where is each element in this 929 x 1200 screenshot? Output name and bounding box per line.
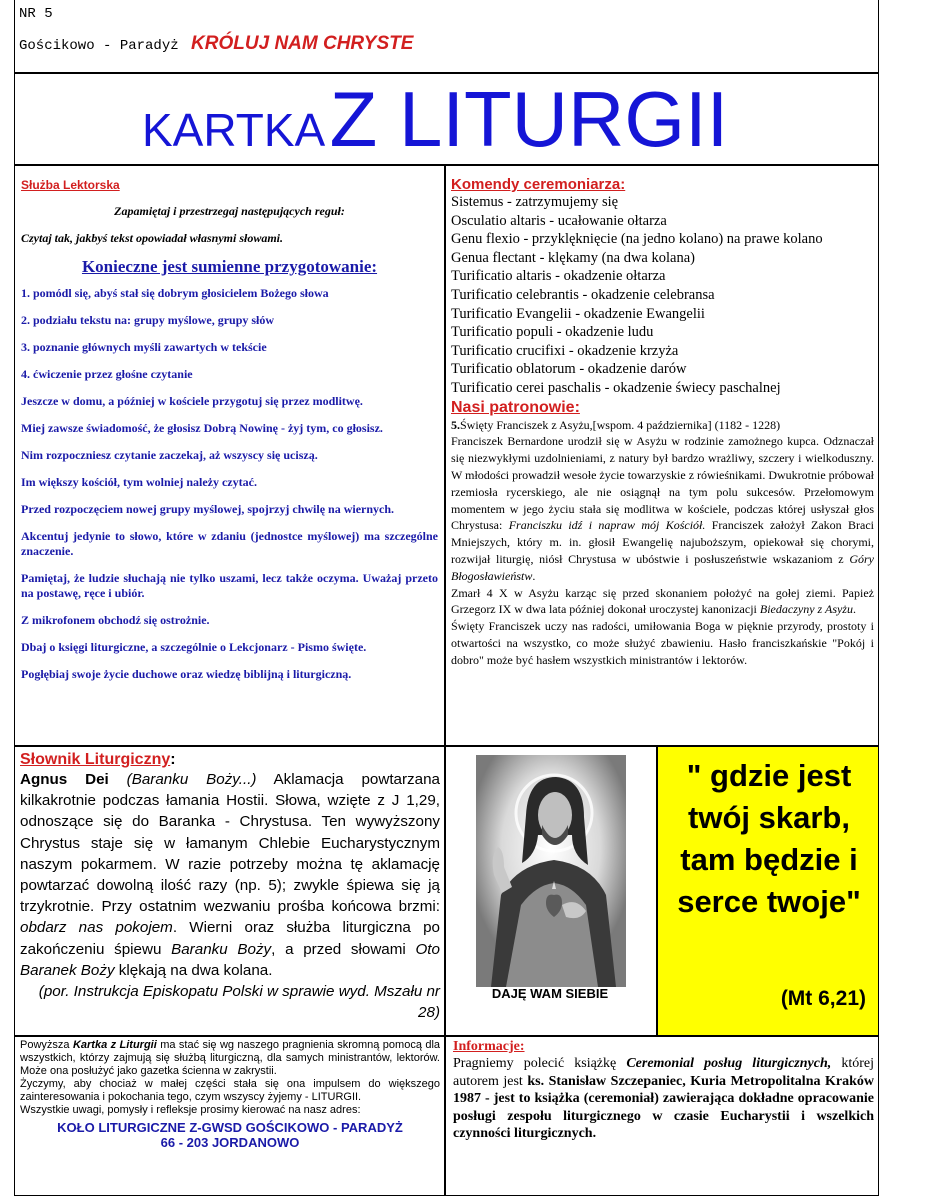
glossary-text: . Wierni oraz służba liturgiczna po zakończeniu śpiewu [20, 919, 440, 958]
lector-intro: Zapamiętaj i przestrzegaj następujących reguł: [114, 204, 345, 218]
glossary-title: Słownik Liturgiczny [20, 751, 171, 768]
patron-title [451, 417, 874, 434]
lector-heading: Służba Lektorska [21, 178, 120, 192]
command-item: Turificatio oblatorum - okadzenie darów [451, 361, 687, 378]
image-box [445, 746, 657, 1036]
info-plain: Pragniemy polecić książkę [453, 1056, 617, 1071]
patron-italic: Góry Błogosławieństw [451, 551, 875, 583]
glossary-text: klękają na dwa kolana. [118, 961, 273, 979]
page-title [142, 76, 728, 162]
issue-number: NR 5 [19, 6, 53, 22]
image-caption: DAJĘ WAM SIEBIE [491, 986, 609, 1001]
patron-text: Zmarł 4 X w Asyżu karząc się przed skonaniem położyć na gołej ziemi. Papież Grzegorz IX w dwa lata później dokonał uroczystej kanonizacji [451, 585, 874, 617]
command-item: Turificatio altaris - okadzenie ołtarza [451, 268, 666, 285]
bible-quote: " gdzie jest twój skarb, tam będzie i serce twoje" [677, 758, 861, 919]
commands-section [445, 165, 879, 746]
glossary-heading: Słownik Liturgiczny: [20, 751, 176, 768]
command-item: Turificatio celebrantis - okadzenie celebransa [451, 286, 715, 303]
rule: Im większy kościół, tym wolniej należy czytać. [21, 475, 257, 489]
note-paragraph-3: Wszystkie uwagi, pomysły i refleksje prosimy kierować na nasz adres: [20, 1104, 361, 1116]
address-line-2: 66 - 203 JORDANOWO [160, 1135, 300, 1150]
patron-text: Franciszek założył Zakon Braci Mniejszych, który m. in. głosił Ewangelię najuboższym, opiekował się chorymi, rozwijał liturgię, niósł Chrystusa w ubóstwie i posłuszeństwie wskazaniom z [451, 518, 874, 566]
info-section [445, 1036, 879, 1196]
lector-section [14, 165, 445, 746]
rule: 1. pomódl się, abyś stał się dobrym głosicielem Bożego słowa [21, 286, 329, 300]
rule: 3. poznanie głównych myśli zawartych w tekście [21, 340, 267, 354]
glossary-italic: obdarz nas pokojem [20, 919, 173, 937]
commands-heading: Komendy ceremoniarza: [451, 176, 626, 193]
command-item: Genu flexio - przyklęknięcie (na jedno kolano) na prawe kolano [451, 231, 823, 248]
rule: Jeszcze w domu, a później w kościele przygotuj się przez modlitwę. [21, 394, 363, 408]
patrons-heading: Nasi patronowie: [451, 398, 580, 416]
patron-paragraph-1: Franciszek Bernardone urodził się w Asyżu w rodzinie zamożnego kupca. Odznaczał się niezwykłymi uzdolnieniami, z natury był bardzo wrażliwy, szczery i wielkoduszny. W młodości prowadził wesołe życie towarzyskie z rówieśnikami. Dwukrotnie próbował rzemiosła rycerskiego, ale nie osiągnął na tym polu sukcesów. Przełomowym momentem w jego życiu stała się modlitwa w kościele, podczas której usłyszał głos Chrystusa: Franciszku idź i napraw mój Kościół. Franciszek założył Zakon Braci Mniejszych, który m. in. głosił Ewangelię najuboższym, opiekował się chorymi, rozwijał liturgię, niósł Chrystusa w ubóstwie i posłuszeństwie wskazaniom z Góry Błogosławieństw. [451, 434, 875, 583]
patron-number: 5. [451, 417, 460, 432]
info-text [453, 1055, 874, 1143]
rule: Przed rozpoczęciem nowej grupy myślowej, spojrzyj chwilę na wiernych. [21, 502, 395, 516]
info-bold: ks. Stanisław Szczepaniec, Kuria Metropolitalna Kraków 1987 - jest to książka (ceremoniał) zawierająca dokładne opracowanie posługi zespołu liturgicznego w czasie Eucharystii i wszelkich czynności liturgicznych. [453, 1073, 874, 1141]
glossary-source: (por. Instrukcja Episkopatu Polski w sprawie wyd. Mszału nr 28) [38, 983, 440, 1022]
book-title: Ceremonial posług liturgicznych, [626, 1056, 832, 1071]
patron-paragraph-2: Zmarł 4 X w Asyżu karząc się przed skonaniem położyć na gołej ziemi. Papież Grzegorz IX w dwa lata później dokonał uroczystej kanonizacji Biedaczyny z Asyżu. [451, 585, 874, 617]
command-item: Turificatio populi - okadzenie ludu [451, 324, 654, 341]
parish-name: Gościkowo - Paradyż [19, 38, 179, 54]
glossary-term: Agnus Dei [20, 771, 109, 788]
glossary-body [20, 769, 440, 981]
glossary-text: , a przed słowami [271, 940, 406, 958]
info-plain: której autorem jest [453, 1056, 875, 1089]
rule: 2. podziału tekstu na: grupy myślowe, grupy słów [21, 313, 275, 327]
glossary-section [14, 746, 445, 1036]
command-item: Turificatio crucifixi - okadzenie krzyża [451, 342, 679, 359]
lector-intro-2: Czytaj tak, jakbyś tekst opowiadał własnymi słowami. [21, 231, 284, 245]
glossary-italic: Baranku Boży [171, 940, 272, 958]
command-item: Osculatio altaris - ucałowanie ołtarza [451, 212, 667, 229]
rule: 4. ćwiczenie przez głośne czytanie [21, 367, 193, 381]
patron-paragraph-3: Święty Franciszek uczy nas radości, umiłowania Boga w pięknie przyrody, prostoty i otwartości na wszystko, co może służyć zbawieniu. Hasło franciszkańskie "Pokój i dobro" może być hasłem wszystkich ministrantów i lektorów. [451, 619, 874, 667]
title-small: KARTKA [142, 104, 326, 156]
preparation-heading: Konieczne jest sumienne przygotowanie: [81, 257, 378, 276]
info-heading: Informacje: [453, 1039, 525, 1054]
patron-quote: Franciszku idź i napraw mój Kościół. [508, 518, 706, 533]
patron-name: Święty Franciszek z Asyżu,[wspom. 4 października] (1182 - 1228) [460, 417, 781, 432]
rule: Pogłębiaj swoje życie duchowe oraz wiedzę biblijną i liturgiczną. [21, 667, 352, 681]
rule: Z mikrofonem obchodź się ostrożnie. [21, 613, 210, 627]
glossary-term-translation: (Baranku Boży...) [126, 771, 257, 788]
title-big: Z LITURGII [329, 75, 729, 163]
note-paragraph-2: Życzymy, aby chociaż w małej części stała się ona impulsem do większego zainteresowania i pokochania tego, czym wszyscy żyjemy - LITURGII. [20, 1078, 440, 1103]
glossary-text: Aklamacja powtarzana kilkakrotnie podczas łamania Hostii. Słowa, wzięte z J 1,29, odnoszące się do Baranka - Chrystusa. Ten wywyższony Chrystus staje się w łamanym Chlebie Eucharystycznym naszym pokarmem. W razie potrzeby można tę aklamację powtarzać dowolną ilość razy (np. 5); zwykle śpiewa się ją trzykrotnie. Przy ostatnim wezwaniu prośba końcowa brzmi: [20, 771, 440, 916]
parish-line [19, 33, 413, 55]
editorial-note [14, 1036, 445, 1196]
patron-italic: Biedaczyny z Asyżu [759, 602, 853, 617]
note-text: Powyższa [20, 1039, 70, 1051]
glossary-italic: Oto Baranek Boży [20, 940, 440, 979]
title-box [14, 73, 879, 165]
motto: KRÓLUJ NAM CHRYSTE [191, 33, 414, 54]
note-text: ma stać się wg naszego pragnienia skromną pomocą dla wszystkich, którzy zajmują się służbą liturgiczną, dla samych ministrantów, lektorów. Może ona posłużyć jako gazetka ścienna w zakrystii. [20, 1039, 441, 1077]
address [20, 1120, 440, 1150]
quote-reference: (Mt 6,21) [780, 987, 866, 1010]
command-item: Turificatio Evangelii - okadzenie Ewangelii [451, 305, 705, 322]
rule: Dbaj o księgi liturgiczne, a szczególnie o Lekcjonarz - Pismo święte. [21, 640, 367, 654]
header [14, 0, 879, 73]
note-paragraph-1 [20, 1039, 440, 1078]
command-item: Genua flectant - klękamy (na dwa kolana) [451, 249, 695, 266]
command-item: Turificatio cerei paschalis - okadzenie świecy paschalnej [451, 379, 781, 396]
lector-rules [21, 286, 438, 682]
rule: Nim rozpoczniesz czytanie zaczekaj, aż wszyscy się uciszą. [21, 448, 318, 462]
quote-box [657, 746, 879, 1036]
patron-text: Franciszek Bernardone urodził się w Asyżu w rodzinie zamożnego kupca. Odznaczał się niezwykłymi uzdolnieniami, z natury był bardzo wrażliwy, szczery i wielkoduszny. W młodości prowadził wesołe życie towarzyskie z rówieśnikami. Dwukrotnie próbował rzemiosła rycerskiego, ale nie osiągnął na tym polu sukcesów. Przełomowym momentem w jego życiu stała się modlitwa w kościele, podczas której usłyszał głos Chrystusa: [451, 434, 874, 533]
rule: Miej zawsze świadomość, że głosisz Dobrą Nowinę - żyj tym, co głosisz. [21, 421, 383, 435]
rule: Akcentuj jedynie to słowo, które w zdaniu (jednostce myślowej) ma szczególne znaczenie. [21, 529, 438, 558]
commands-list [451, 193, 874, 398]
note-title: Kartka z Liturgii [72, 1039, 157, 1051]
command-item: Sistemus - zatrzymujemy się [451, 194, 619, 210]
rule: Pamiętaj, że ludzie słuchają nie tylko uszami, lecz także oczyma. Uważaj przeto na postawę, ręce i ubiór. [21, 571, 438, 600]
address-line-1: KOŁO LITURGICZNE Z-GWSD GOŚCIKOWO - PARADYŻ [57, 1120, 403, 1135]
sacred-heart-picture [476, 755, 626, 987]
